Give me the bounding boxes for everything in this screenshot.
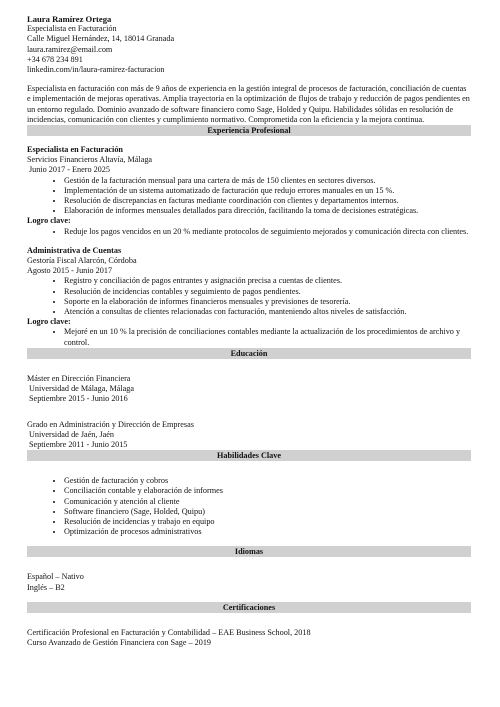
achievement-label: Logro clave: (27, 216, 71, 226)
education-item (27, 374, 471, 405)
education-school: Universidad de Jaén, Jaén (29, 429, 115, 439)
certification-item: Certificación Profesional en Facturación y Contabilidad – EAE Business School, 2018 (27, 627, 311, 637)
experience-bullets (27, 176, 471, 217)
candidate-address: Calle Miguel Hernández, 14, 18014 Granada (27, 34, 175, 44)
section-header-languages: Idiomas (27, 546, 471, 557)
experience-dates: Junio 2017 - Enero 2025 (29, 165, 110, 175)
list-item: • Conciliación contable y elaboración de informes (64, 486, 471, 496)
list-item: • Resolución de discrepancias en facturas mediante coordinación con clientes y departamentos internos. (64, 196, 471, 206)
list-item: • Elaboración de informes mensuales detallados para dirección, facilitando la toma de decisiones estratégicas. (64, 206, 471, 216)
candidate-title: Especialista en Facturación (27, 24, 117, 34)
list-item: • Resolución de incidencias y trabajo en equipo (64, 517, 471, 527)
achievement-bullets (27, 227, 471, 237)
candidate-email[interactable]: laura.ramirez@email.com (27, 44, 113, 54)
experience-item (27, 145, 471, 237)
education-dates: Septiembre 2015 - Junio 2016 (29, 394, 128, 404)
candidate-phone: +34 678 234 891 (27, 54, 83, 64)
list-item: • Resolución de incidencias contables y seguimiento de pagos pendientes. (64, 287, 471, 297)
skills-list (27, 476, 471, 537)
list-item: • Mejoré en un 10 % la precisión de conciliaciones contables mediante la actualización de los procedimientos de archivo y control. (64, 327, 471, 347)
list-item: • Atención a consultas de clientes relacionadas con facturación, manteniendo altos niveles de satisfacción. (64, 307, 471, 317)
contact-block (27, 14, 471, 75)
experience-dates: Agosto 2015 - Junio 2017 (27, 266, 113, 276)
list-item: • Gestión de facturación y cobros (64, 476, 471, 486)
experience-role: Especialista en Facturación (27, 145, 123, 155)
experience-role: Administrativa de Cuentas (27, 245, 122, 255)
certification-item: Curso Avanzado de Gestión Financiera con Sage – 2019 (27, 637, 212, 647)
list-item: • Gestión de la facturación mensual para una cartera de más de 150 clientes en sectores diversos. (64, 176, 471, 186)
section-header-skills: Habilidades Clave (27, 450, 471, 461)
experience-bullets (27, 276, 471, 317)
education-dates: Septiembre 2011 - Junio 2015 (29, 439, 128, 449)
experience-company: Gestoría Fiscal Alarcón, Córdoba (27, 256, 137, 266)
list-item: • Implementación de un sistema automatizado de facturación que redujo errores manuales en un 15 %. (64, 186, 471, 196)
section-header-education: Educación (27, 348, 471, 359)
education-degree: Grado en Administración y Dirección de Empresas (27, 419, 194, 429)
list-item: • Registro y conciliación de pagos entrantes y asignación precisa a cuentas de clientes. (64, 276, 471, 286)
list-item: • Software financiero (Sage, Holded, Quipu) (64, 507, 471, 517)
list-item: • Comunicación y atención al cliente (64, 497, 471, 507)
education-school: Universidad de Málaga, Málaga (29, 384, 135, 394)
section-header-certifications: Certificaciones (27, 602, 471, 613)
list-item: • Soporte en la elaboración de informes financieros mensuales y previsiones de tesorería. (64, 297, 471, 307)
experience-item (27, 246, 471, 348)
education-degree: Máster en Dirección Financiera (27, 373, 131, 383)
experience-company: Servicios Financieros Altavía, Málaga (27, 155, 153, 165)
candidate-linkedin[interactable]: linkedin.com/in/laura-ramirez-facturacion (27, 65, 165, 75)
candidate-name: Laura Ramírez Ortega (27, 14, 112, 24)
section-header-experience: Experiencia Profesional (27, 125, 471, 136)
achievement-label: Logro clave: (27, 317, 71, 327)
language-item: Inglés – B2 (27, 582, 65, 592)
language-item: Español – Nativo (27, 572, 84, 582)
list-item: • Reduje los pagos vencidos en un 20 % mediante protocolos de seguimiento mejorados y comunicación directa con clientes. (64, 227, 471, 237)
achievement-bullets (27, 327, 471, 347)
list-item: • Optimización de procesos administrativos (64, 527, 471, 537)
professional-summary: Especialista en facturación con más de 9 años de experiencia en la gestión integral de procesos de facturación, conciliación de cuentas e implementación de mejoras operativas. Amplia trayectoria en la optimización de flujos de trabajo y reducción de pagos pendientes en un entorno regulado. Dominio avanzado de software financiero como Sage, Holded y Quipu. Habilidades sólidas en resolución de incidencias, comunicación con clientes y cumplimiento normativo. Comprometida con la eficiencia y la mejora continua. (27, 84, 470, 124)
education-item (27, 420, 471, 451)
